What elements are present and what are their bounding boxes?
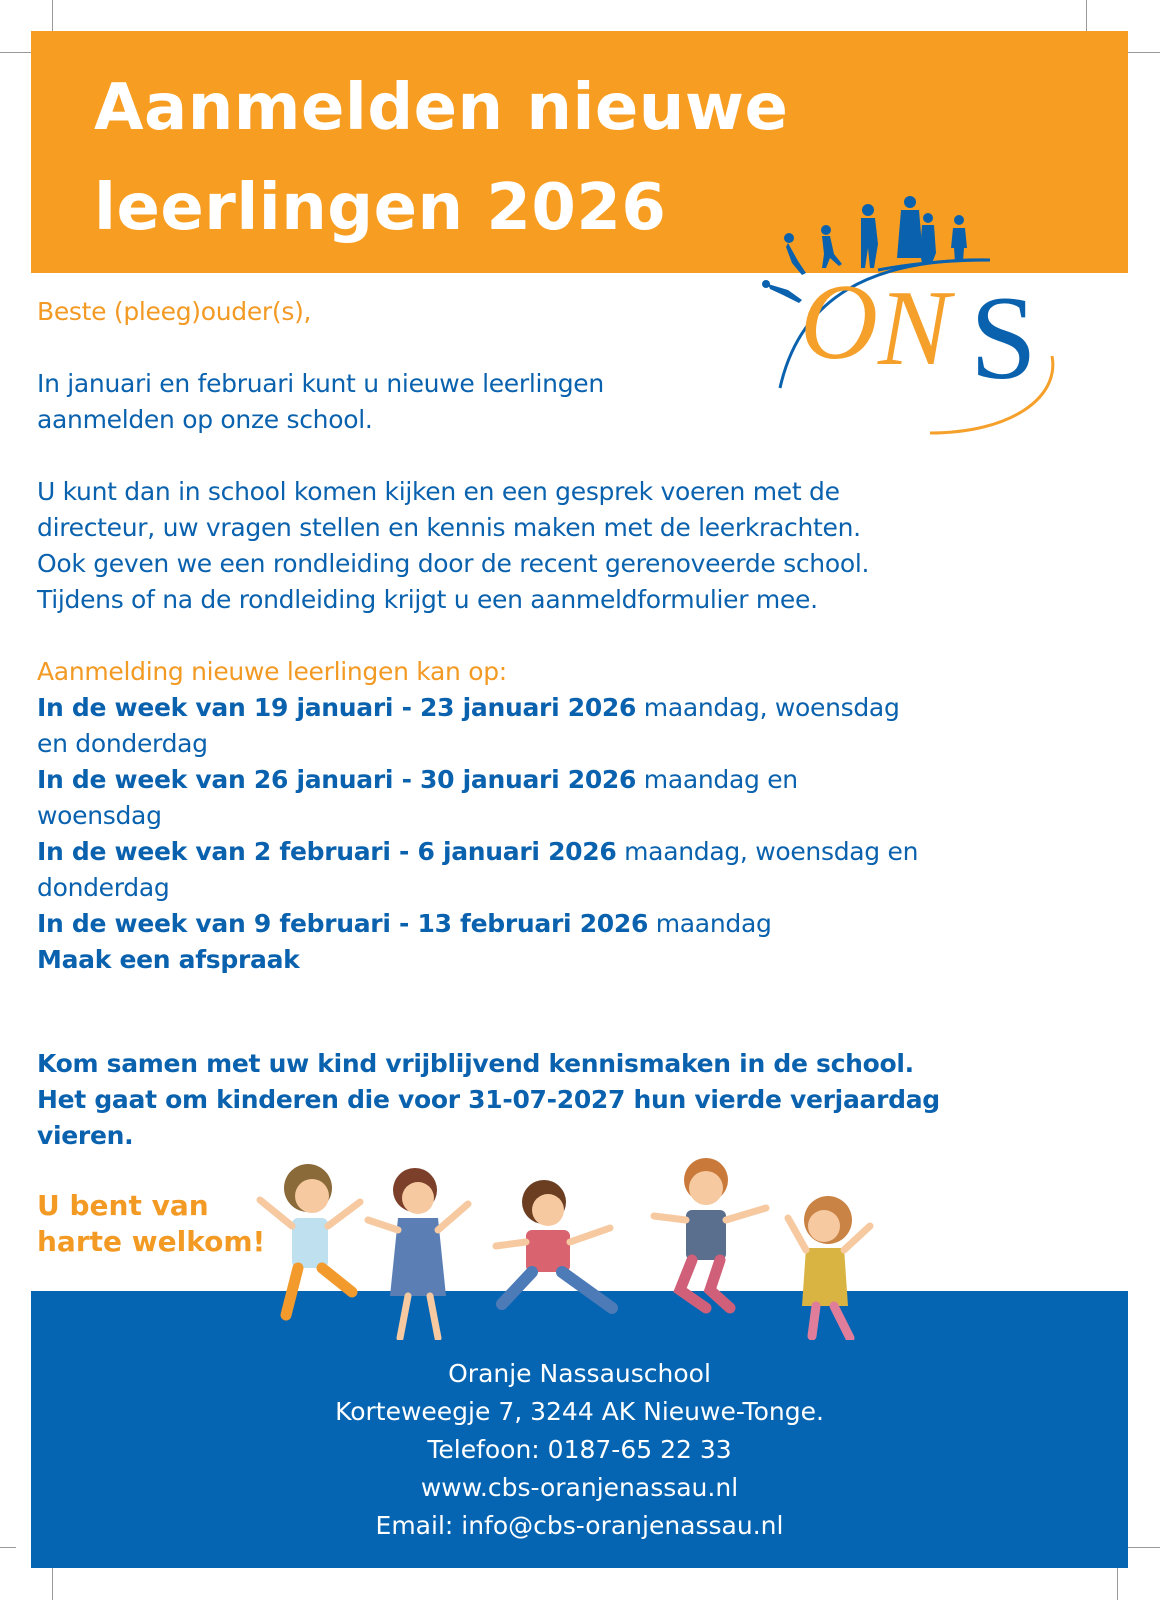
details-line: U kunt dan in school komen kijken en een gesprek voeren met de: [37, 477, 840, 506]
kid-icon: [368, 1168, 468, 1338]
crop-mark: [0, 52, 34, 53]
welcome-line: U bent van: [37, 1189, 209, 1222]
ons-logo: [760, 188, 1080, 448]
title-line-2: leerlingen 2026: [94, 171, 667, 245]
details-line: Ook geven we een rondleiding door de recent gerenoveerde school.: [37, 549, 870, 578]
schedule-period: In de week van 19 januari - 23 januari 2026: [37, 693, 637, 722]
logo-letter-s: S: [970, 271, 1037, 404]
invite-line: vieren.: [37, 1121, 134, 1150]
schedule-days: maandag en: [643, 765, 798, 794]
schedule-days: maandag, woensdag: [643, 693, 900, 722]
schedule-item: [37, 762, 918, 834]
schedule-item: [37, 690, 918, 762]
school-email-link[interactable]: Email: info@cbs-oranjenassau.nl: [375, 1511, 784, 1540]
kid-icon: [260, 1164, 360, 1315]
crop-mark: [0, 1547, 16, 1548]
schedule-heading: Aanmelding nieuwe leerlingen kan op:: [37, 657, 507, 686]
schedule-section: [37, 654, 918, 978]
invite-line: Kom samen met uw kind vrijblijvend kennismaken in de school.: [37, 1049, 914, 1078]
schedule-item: [37, 906, 918, 942]
school-name: Oranje Nassauschool: [448, 1359, 711, 1388]
schedule-days: donderdag: [37, 873, 170, 902]
school-phone[interactable]: Telefoon: 0187-65 22 33: [427, 1435, 732, 1464]
school-address: Korteweegje 7, 3244 AK Nieuwe-Tonge.: [335, 1397, 824, 1426]
schedule-days: woensdag: [37, 801, 162, 830]
greeting: Beste (pleeg)ouder(s),: [37, 297, 312, 326]
kid-icon: [654, 1158, 766, 1308]
invite-line: Het gaat om kinderen die voor 31-07-2027 hun vierde verjaardag: [37, 1085, 940, 1114]
invite-paragraph: [37, 1046, 940, 1154]
kid-icon: [788, 1196, 870, 1338]
contact-info: [31, 1355, 1128, 1545]
crop-mark: [1128, 1547, 1160, 1548]
logo-letter-o: O: [800, 263, 878, 382]
title-line-1: Aanmelden nieuwe: [94, 71, 789, 145]
crop-mark: [1128, 52, 1160, 53]
schedule-period: In de week van 2 februari - 6 januari 2026: [37, 837, 617, 866]
schedule-days: maandag, woensdag en: [624, 837, 919, 866]
schedule-item: [37, 834, 918, 906]
welcome-line: harte welkom!: [37, 1225, 266, 1258]
jumping-kids-illustration: [240, 1140, 920, 1340]
details-line: Tijdens of na de rondleiding krijgt u een aanmeldformulier mee.: [37, 585, 818, 614]
schedule-days: en donderdag: [37, 729, 208, 758]
details-paragraph: [37, 474, 869, 618]
kid-icon: [496, 1180, 612, 1308]
schedule-period: In de week van 26 januari - 30 januari 2026: [37, 765, 637, 794]
details-line: directeur, uw vragen stellen en kennis maken met de leerkrachten.: [37, 513, 861, 542]
welcome-message: [37, 1188, 265, 1260]
page-title: [94, 58, 788, 258]
crop-mark: [1117, 1568, 1118, 1600]
intro-line: In januari en februari kunt u nieuwe leerlingen: [37, 369, 604, 398]
intro-paragraph: [37, 366, 604, 438]
appointment-text: Maak een afspraak: [37, 945, 300, 974]
crop-mark: [52, 1568, 53, 1600]
logo-letter-n: N: [878, 269, 951, 388]
intro-line: aanmelden op onze school.: [37, 405, 373, 434]
schedule-days: maandag: [655, 909, 772, 938]
schedule-period: In de week van 9 februari - 13 februari 2026: [37, 909, 649, 938]
school-website-link[interactable]: www.cbs-oranjenassau.nl: [420, 1473, 739, 1502]
